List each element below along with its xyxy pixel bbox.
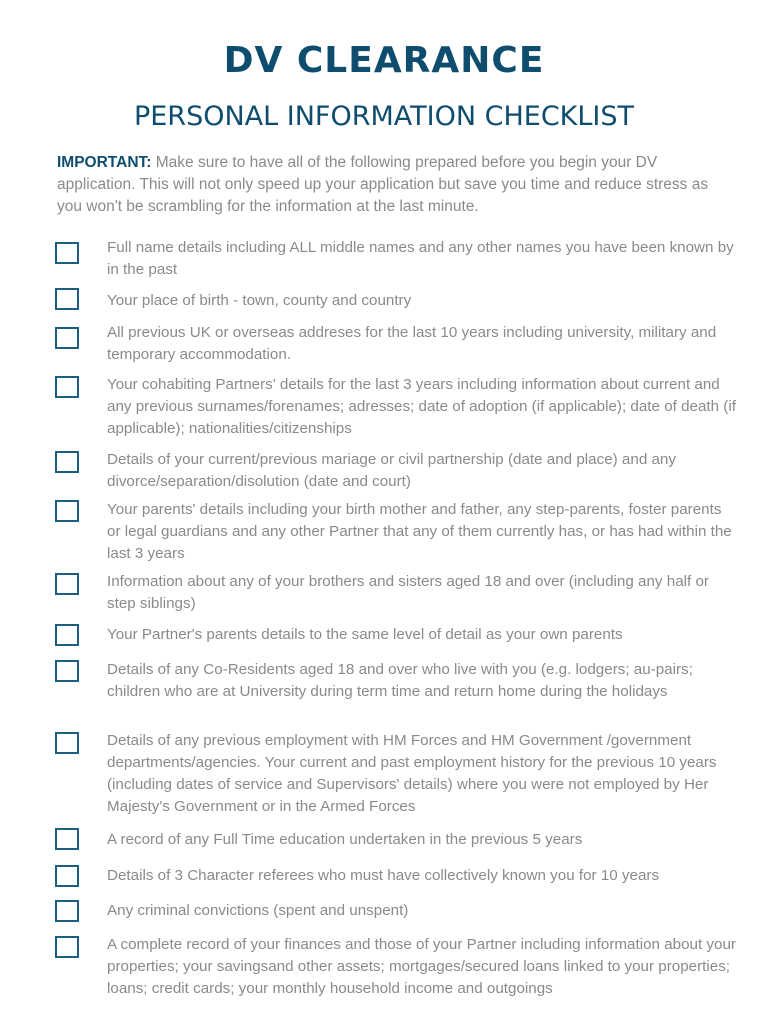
checkbox[interactable]: [55, 288, 79, 310]
checkbox[interactable]: [55, 242, 79, 264]
intro-text: Make sure to have all of the following prepared before you begin your DV application. This will not only speed up your application but save you time and reduce stress as you won't be scrambling for the information at the last minute.: [57, 154, 709, 215]
checklist-item-text: A record of any Full Time education undertaken in the previous 5 years: [107, 831, 583, 848]
checklist-item-text: Details of any Co-Residents aged 18 and over who live with you (e.g. lodgers; au-pairs; children who are at University during term time and return home during the holidays: [107, 661, 693, 700]
checkbox[interactable]: [55, 624, 79, 646]
checklist-item-text: Your Partner's parents details to the same level of detail as your own parents: [107, 626, 623, 643]
checklist-item-text: Any criminal convictions (spent and unspent): [107, 902, 409, 919]
page-subtitle: PERSONAL INFORMATION CHECKLIST: [133, 101, 635, 132]
checkbox[interactable]: [55, 327, 79, 349]
important-label: IMPORTANT:: [57, 154, 152, 171]
checklist-item-text: Your parents' details including your birth mother and father, any step-parents, foster parents or legal guardians and any other Partner that any of them currently has, or has had within the last 3 years: [107, 501, 732, 562]
checkbox[interactable]: [55, 451, 79, 473]
checkbox[interactable]: [55, 865, 79, 887]
checkbox[interactable]: [55, 936, 79, 958]
checklist-item-text: A complete record of your finances and those of your Partner including information about your properties; your savingsand other assets; mortgages/secured loans linked to your properties; loans; credit cards; your monthly household income and outgoings: [107, 936, 736, 997]
checklist-item-text: Details of any previous employment with HM Forces and HM Government /government departments/agencies. Your current and past employment history for the previous 10 years (including dates of service and Supervisors' details) where you were not employed by Her Majesty's Government or in the Armed Forces: [107, 732, 717, 815]
checklist-item-text: Details of 3 Character referees who must have collectively known you for 10 years: [107, 867, 660, 884]
page-title: DV CLEARANCE: [223, 40, 545, 81]
checklist-item-text: Details of your current/previous mariage or civil partnership (date and place) and any divorce/separation/disolution (date and court): [107, 451, 676, 490]
checklist-item-text: Full name details including ALL middle names and any other names you have been known by in the past: [107, 239, 734, 278]
checkbox[interactable]: [55, 660, 79, 682]
checkbox[interactable]: [55, 573, 79, 595]
checkbox[interactable]: [55, 900, 79, 922]
checkbox[interactable]: [55, 376, 79, 398]
checkbox[interactable]: [55, 732, 79, 754]
checkbox[interactable]: [55, 828, 79, 850]
checklist-item-text: Information about any of your brothers and sisters aged 18 and over (including any half or step siblings): [107, 573, 709, 612]
checklist-item-text: Your place of birth - town, county and country: [107, 292, 412, 309]
checklist-item-text: All previous UK or overseas addreses for the last 10 years including university, military and temporary accommodation.: [107, 324, 717, 363]
intro-paragraph: [57, 152, 727, 218]
checkbox[interactable]: [55, 500, 79, 522]
checklist-item-text: Your cohabiting Partners' details for the last 3 years including information about current and any previous surnames/forenames; adresses; date of adoption (if applicable); date of death (if applicable); nationalities/citizenships: [107, 376, 736, 437]
